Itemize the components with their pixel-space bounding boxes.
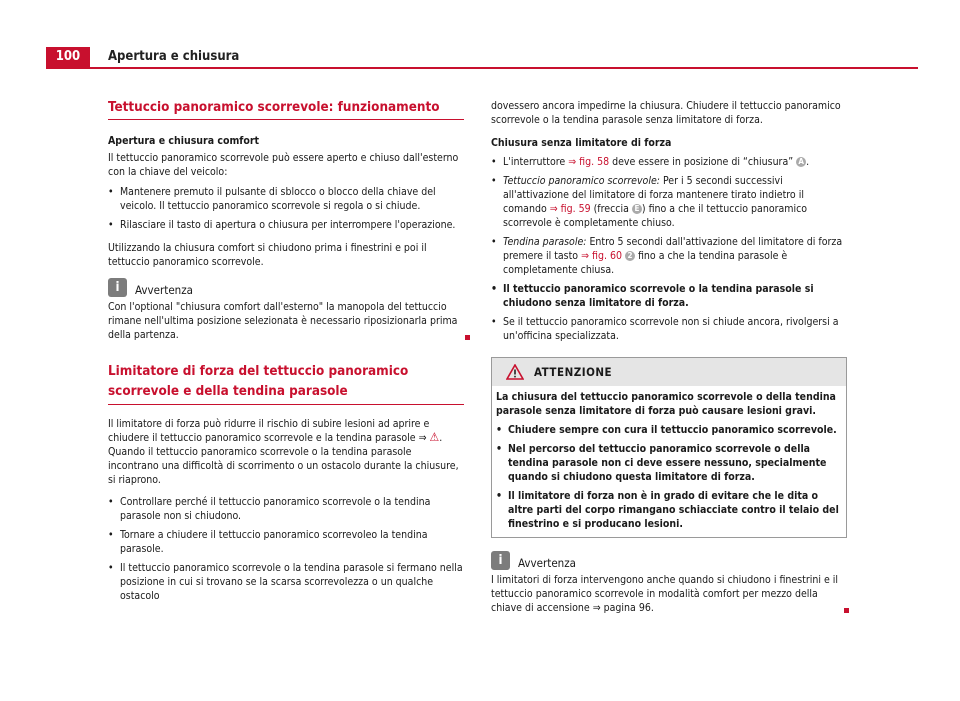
list-item: • Tettuccio panoramico scorrevole: Per i 5 secondi successivi all'attivazione del limitatore di forza mantenere tirato indietro il comando ⇒ fig. 59 (freccia E ) fino a che il tettuccio panoramico scorrevole è completamente chiuso. [491,175,808,229]
note-header [491,550,847,570]
warning-box [491,357,847,538]
right-column [491,99,847,621]
warning-triangle-icon [506,364,524,380]
list-item: • Controllare perché il tettuccio panoramico scorrevole o la tendina parasole non si chiudono. [108,496,431,522]
fig-58-link[interactable]: ⇒ fig. 58 [568,156,610,168]
marker-a: A [796,157,806,167]
list-item: • Tornare a chiudere il tettuccio panoramico scorrevoleo la tendina parasole. [108,529,428,555]
warning-triangle-icon: ⚠ [429,430,440,444]
fig-60-link[interactable]: ⇒ fig. 60 [581,250,622,262]
section-title-limiter: Limitatore di forza del tettuccio panoramico scorrevole e della tendina parasole [108,362,464,405]
comfort-paragraph: Utilizzando la chiusura comfort si chiudono prima i finestrini e poi il tettuccio panoramico scorrevole. [108,242,427,268]
warning-header [492,358,846,386]
list-item: • Rilasciare il tasto di apertura o chiusura per interrompere l'operazione. [108,219,456,231]
list-item: • Il limitatore di forza non è in grado di evitare che le dita o altre parti del corpo rimangano schiacciate contro il telaio del finestrino e si producano lesioni. [496,490,839,530]
list-item: • Il tettuccio panoramico scorrevole o la tendina parasole si fermano nella posizione in cui si trovano se la scarsa scorrevolezza o un qualche ostacolo [108,562,463,602]
header-title: Apertura e chiusura [108,49,240,64]
end-marker-icon [465,335,470,340]
list-item: • L'interruttore ⇒ fig. 58 deve essere in posizione di “chiusura” A . [491,156,810,168]
list-item: • Chiudere sempre con cura il tettuccio panoramico scorrevole. [496,424,837,436]
note-title: Avvertenza [518,556,577,570]
page-number: 100 [46,47,90,67]
warning-body [492,386,846,537]
warning-intro: La chiusura del tettuccio panoramico scorrevole o della tendina parasole senza limitatore di forza può causare lesioni gravi. [496,391,836,417]
list-item: • Se il tettuccio panoramico scorrevole non si chiude ancora, rivolgersi a un'officina specializzata. [491,316,839,342]
without-limiter-heading: Chiusura senza limitatore di forza [491,137,672,149]
comfort-heading: Apertura e chiusura comfort [108,135,260,147]
info-note-icon: i [491,551,510,570]
continued-text: dovessero ancora impedirne la chiusura. Chiudere il tettuccio panoramico scorrevole o la tendina parasole senza limitatore di forza. [491,100,841,126]
info-note-icon: i [108,278,127,297]
marker-2: 2 [625,251,635,261]
comfort-intro: Il tettuccio panoramico scorrevole può essere aperto e chiuso dall'esterno con la chiave del veicolo: [108,152,459,178]
list-item: • Mantenere premuto il pulsante di sblocco o blocco della chiave del veicolo. Il tettuccio panoramico scorrevole si regola o si chiude. [108,186,436,212]
warning-title: ATTENZIONE [534,365,613,379]
fig-59-link[interactable]: ⇒ fig. 59 [549,203,591,215]
note-text: Con l'optional "chiusura comfort dall'esterno" la manopola del tettuccio rimane nell'ultima posizione selezionata è necessario riposizionarla prima della partenza. [108,300,464,342]
limiter-intro: Il limitatore di forza può ridurre il rischio di subire lesioni ad aprire e chiudere il tettuccio panoramico scorrevole e la tendina parasole ⇒ ⚠. Quando il tettuccio panoramico scorrevole o la tendina parasole incontrano una difficoltà di scorrimento o un ostacolo durante la chiusure, si riaprono. [108,418,459,486]
section-title-functioning: Tettuccio panoramico scorrevole: funzionamento [108,98,464,120]
list-item: • Tendina parasole: Entro 5 secondi dall'attivazione del limitatore di forza premere il tasto ⇒ fig. 60 2 fino a che la tendina parasole è completamente chiusa. [491,236,843,276]
header-rule [46,67,918,69]
marker-e: E [632,204,642,214]
note-text: I limitatori di forza intervengono anche quando si chiudono i finestrini e il tettuccio panoramico scorrevole in modalità comfort per mezzo della chiave di accensione ⇒ pagina 96. [491,573,847,615]
note-title: Avvertenza [135,283,194,297]
note-header [108,277,464,297]
list-item: • Nel percorso del tettuccio panoramico scorrevole o della tendina parasole non ci deve essere nessuno, specialmente quando si chiudono questa limitatore di forza. [496,443,827,483]
list-item: • Il tettuccio panoramico scorrevole o la tendina parasole si chiudono senza limitatore di forza. [491,283,814,309]
end-marker-icon [844,608,849,613]
left-column [108,98,464,608]
